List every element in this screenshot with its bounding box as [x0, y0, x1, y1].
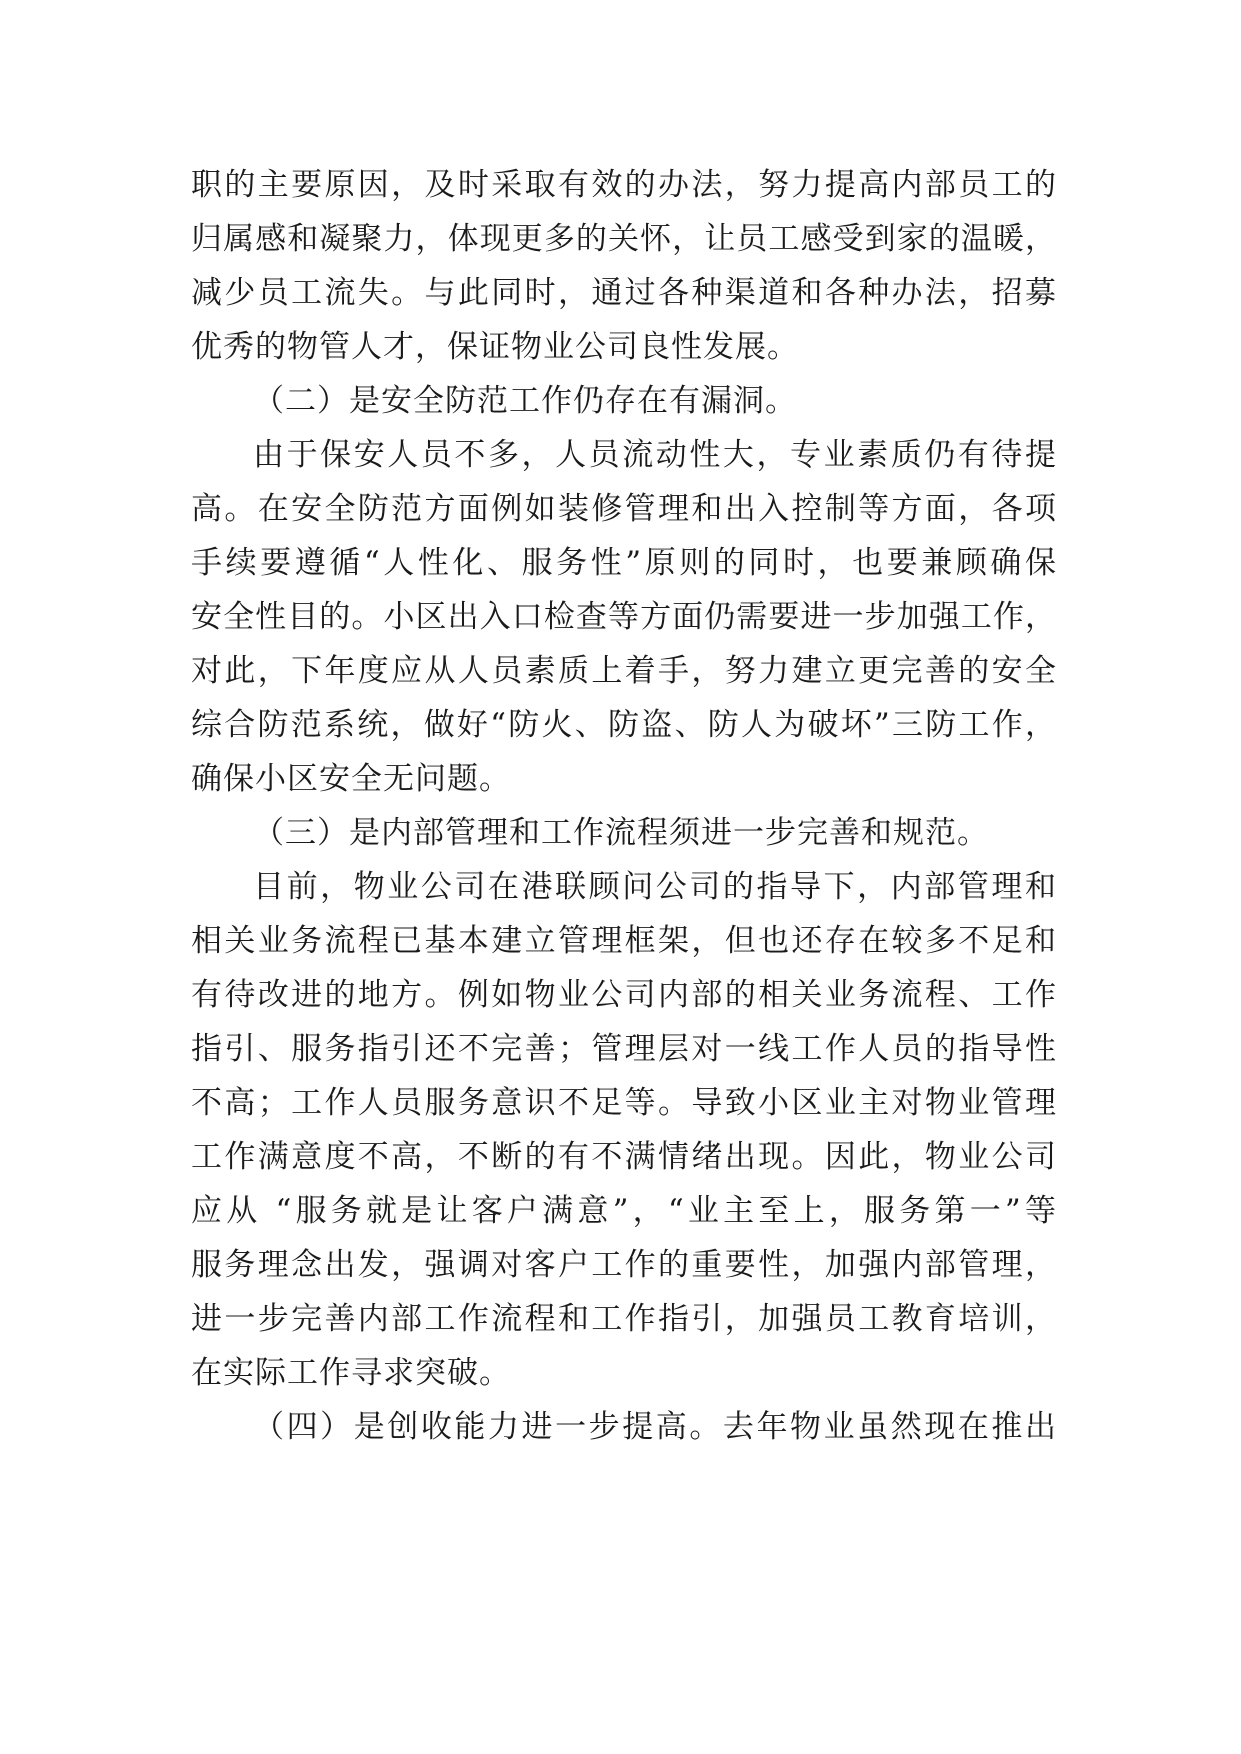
text-line: （四）是创收能力进一步提高。去年物业虽然现在推出 — [253, 1409, 1057, 1445]
text-line: 相关业务流程已基本建立管理框架，但也还存在较多不足和 — [191, 923, 1057, 959]
text-line: 进一步完善内部工作流程和工作指引，加强员工教育培训， — [191, 1301, 1057, 1337]
text-line: 安全性目的。小区出入口检查等方面仍需要进一步加强工作， — [191, 599, 1057, 635]
text-line: 有待改进的地方。例如物业公司内部的相关业务流程、工作 — [191, 977, 1057, 1013]
text-line: 工作满意度不高，不断的有不满情绪出现。因此，物业公司 — [191, 1139, 1057, 1175]
text-line: 对此，下年度应从人员素质上着手，努力建立更完善的安全 — [191, 653, 1057, 689]
text-line: 归属感和凝聚力，体现更多的关怀，让员工感受到家的温暖， — [191, 221, 1057, 257]
text-line: 指引、服务指引还不完善；管理层对一线工作人员的指导性 — [191, 1031, 1057, 1067]
text-line: （二）是安全防范工作仍存在有漏洞。 — [253, 383, 797, 419]
text-line: 服务理念出发，强调对客户工作的重要性，加强内部管理， — [191, 1247, 1057, 1283]
body-text — [191, 158, 1057, 1454]
text-line: 职的主要原因，及时采取有效的办法，努力提高内部员工的 — [191, 167, 1057, 203]
text-line: 应从 “服务就是让客户满意”，“业主至上，服务第一”等 — [191, 1193, 1057, 1229]
text-line: 确保小区安全无问题。 — [191, 761, 511, 797]
text-line: 高。在安全防范方面例如装修管理和出入控制等方面，各项 — [191, 491, 1057, 527]
text-line: 由于保安人员不多，人员流动性大，专业素质仍有待提 — [253, 437, 1057, 473]
text-line: 优秀的物管人才，保证物业公司良性发展。 — [191, 329, 799, 365]
text-line: 不高；工作人员服务意识不足等。导致小区业主对物业管理 — [191, 1085, 1057, 1121]
text-line: 减少员工流失。与此同时，通过各种渠道和各种办法，招募 — [191, 275, 1057, 311]
text-line: 在实际工作寻求突破。 — [191, 1355, 511, 1391]
text-line: 手续要遵循“人性化、服务性”原则的同时，也要兼顾确保 — [191, 545, 1057, 581]
text-line: 目前，物业公司在港联顾问公司的指导下，内部管理和 — [253, 869, 1057, 905]
text-line: 综合防范系统，做好“防火、防盗、防人为破坏”三防工作， — [191, 707, 1057, 743]
text-line: （三）是内部管理和工作流程须进一步完善和规范。 — [253, 815, 989, 851]
